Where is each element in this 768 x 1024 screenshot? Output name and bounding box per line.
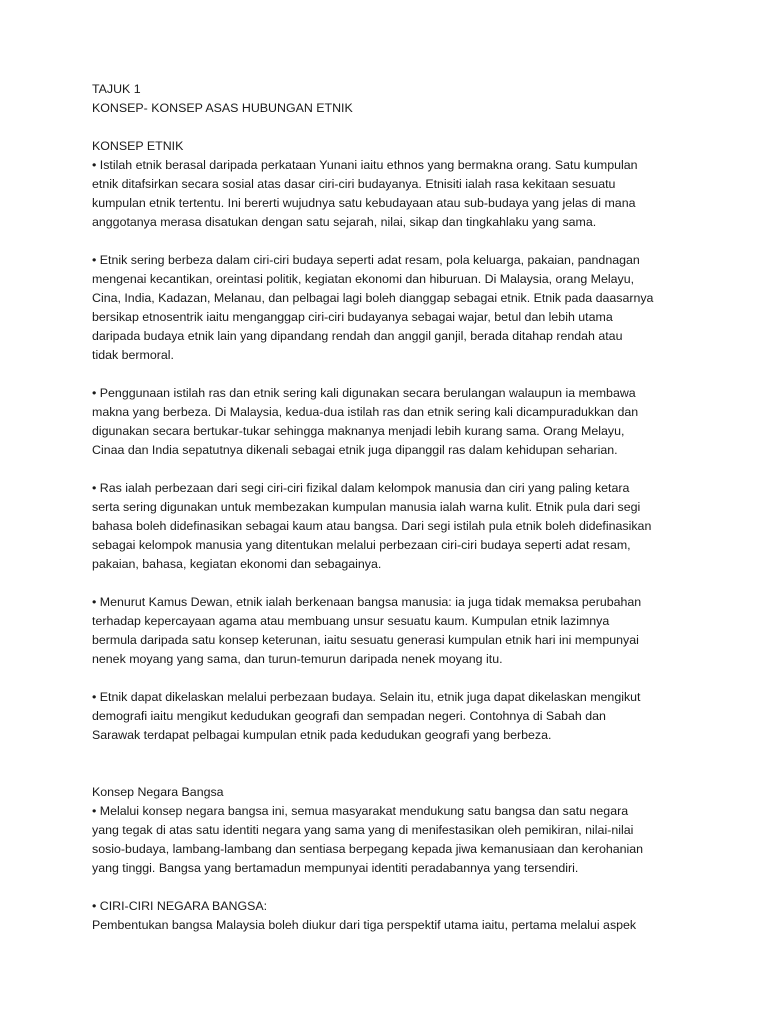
paragraph <box>92 688 688 745</box>
text-line: kumpulan etnik tertentu. Ini bererti wujudnya satu kebudayaan atau sub-budaya yang jelas di mana <box>92 196 636 210</box>
text-line: • Ras ialah perbezaan dari segi ciri-ciri fizikal dalam kelompok manusia dan ciri yang paling ketara <box>92 481 630 495</box>
text-line: pakaian, bahasa, kegiatan ekonomi dan sebagainya. <box>92 557 382 571</box>
text-line: Pembentukan bangsa Malaysia boleh diukur dari tiga perspektif utama iaitu, pertama melalui aspek <box>92 918 637 932</box>
text-line: bermula daripada satu konsep keterunan, iaitu sesuatu generasi kumpulan etnik hari ini mempunyai <box>92 633 639 647</box>
paragraph <box>92 593 688 669</box>
text-line: yang tinggi. Bangsa yang bertamadun mempunyai identiti peradabannya yang tersendiri. <box>92 861 579 875</box>
text-line: Cina, India, Kadazan, Melanau, dan pelbagai lagi boleh dianggap sebagai etnik. Etnik pada daasarnya <box>92 291 654 305</box>
text-line: • Penggunaan istilah ras dan etnik sering kali digunakan secara berulangan walaupun ia membawa <box>92 386 636 400</box>
text-line: • Etnik dapat dikelaskan melalui perbezaan budaya. Selain itu, etnik juga dapat dikelaskan mengikut <box>92 690 641 704</box>
text-line: demografi iaitu mengikut kedudukan geografi dan sempadan negeri. Contohnya di Sabah dan <box>92 709 606 723</box>
text-line: • Istilah etnik berasal daripada perkataan Yunani iaitu ethnos yang bermakna orang. Satu kumpulan <box>92 158 638 172</box>
paragraph <box>92 479 688 574</box>
text-line: terhadap kepercayaan agama atau membuang unsur sesuatu kaum. Kumpulan etnik lazimnya <box>92 614 610 628</box>
text-line: bersikap etnosentrik iaitu menganggap ciri-ciri budayanya sebagai wajar, betul dan lebih utama <box>92 310 613 324</box>
text-line: nenek moyang yang sama, dan turun-temurun daripada nenek moyang itu. <box>92 652 503 666</box>
text-line: makna yang berbeza. Di Malaysia, kedua-dua istilah ras dan etnik sering kali dicampuradukkan dan <box>92 405 639 419</box>
paragraph <box>92 251 688 365</box>
text-line: bahasa boleh didefinasikan sebagai kaum atau bangsa. Dari segi istilah pula etnik boleh didefinasikan <box>92 519 652 533</box>
paragraph <box>92 802 688 878</box>
section-heading: KONSEP ETNIK <box>92 139 184 153</box>
text-line: anggotanya merasa disatukan dengan satu sejarah, nilai, sikap dan tingkahlaku yang sama. <box>92 215 597 229</box>
text-line: serta sering digunakan untuk membezakan kumpulan manusia ialah warna kulit. Etnik pula dari segi <box>92 500 641 514</box>
text-line: etnik ditafsirkan secara sosial atas dasar ciri-ciri budayanya. Etnisiti ialah rasa kekitaan sesuatu <box>92 177 616 191</box>
text-line: digunakan secara bertukar-tukar sehingga maknanya menjadi lebih kurang sama. Orang Melayu, <box>92 424 625 438</box>
text-line: • CIRI-CIRI NEGARA BANGSA: <box>92 899 268 913</box>
text-line: mengenai kecantikan, oreintasi politik, kegiatan ekonomi dan hiburuan. Di Malaysia, orang Melayu, <box>92 272 635 286</box>
text-line: • Melalui konsep negara bangsa ini, semua masyarakat mendukung satu bangsa dan satu negara <box>92 804 629 818</box>
paragraph <box>92 156 688 232</box>
text-line: • Menurut Kamus Dewan, etnik ialah berkenaan bangsa manusia: ia juga tidak memaksa perubahan <box>92 595 642 609</box>
text-line: • Etnik sering berbeza dalam ciri-ciri budaya seperti adat resam, pola keluarga, pakaian, pandnagan <box>92 253 640 267</box>
text-line: yang tegak di atas satu identiti negara yang sama yang di menifestasikan oleh pemikiran, nilai-nilai <box>92 823 634 837</box>
section-heading: Konsep Negara Bangsa <box>92 785 224 799</box>
text-line: sosio-budaya, lambang-lambang dan sentiasa berpegang kepada jiwa kemanusiaan dan kerohanian <box>92 842 644 856</box>
text-line: Sarawak terdapat pelbagai kumpulan etnik pada kedudukan geografi yang berbeza. <box>92 728 552 742</box>
document-subtitle: KONSEP- KONSEP ASAS HUBUNGAN ETNIK <box>92 101 353 115</box>
text-line: tidak bermoral. <box>92 348 174 362</box>
paragraph <box>92 897 688 935</box>
text-line: sebagai kelompok manusia yang ditentukan melalui perbezaan ciri-ciri budaya seperti adat resam, <box>92 538 631 552</box>
text-line: Cinaa dan India sepatutnya dikenali sebagai etnik juga dipanggil ras dalam kehidupan seharian. <box>92 443 618 457</box>
text-line: daripada budaya etnik lain yang dipandang rendah dan anggil ganjil, berada ditahap rendah atau <box>92 329 623 343</box>
document-title: TAJUK 1 <box>92 82 141 96</box>
paragraph <box>92 384 688 460</box>
